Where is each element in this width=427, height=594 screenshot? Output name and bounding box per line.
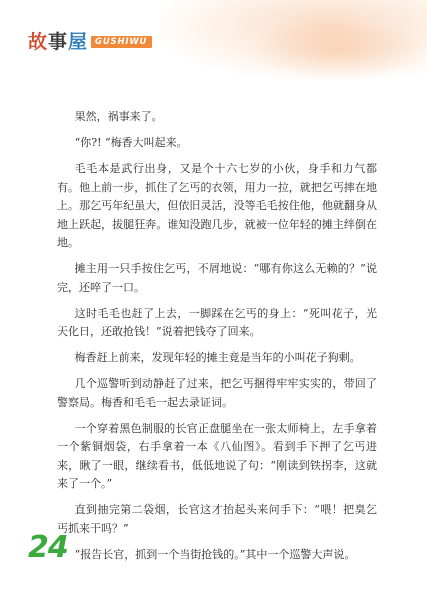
paragraph: 直到抽完第二袋烟，长官这才抬起头来问手下：“喂！把臭乞丐抓来干吗？” [57, 503, 377, 535]
logo-char-1: 故 [28, 30, 49, 53]
logo-badge: GUSHIWU [91, 36, 152, 49]
paragraph: 梅香赶上前来，发现年轻的摊主竟是当年的小叫花子狗剩。 [74, 351, 361, 364]
paragraph: 一个穿着黑色制服的长官正盘腿坐在一张太师椅上，左手拿着一个紫铜烟袋，右手拿着一本《八仙图》。看到手下押了乞丐进来，瞅了一眼，继续看书，低低地说了句：“刚读到铁拐李，这就来了一个。” [57, 421, 377, 490]
paragraph: 几个巡警听到动静赶了过来，把乞丐捆得牢牢实实的，带回了警察局。梅香和毛毛一起去录证词。 [57, 377, 377, 409]
logo-char-3: 屋 [68, 30, 89, 53]
story-text [57, 108, 377, 572]
logo [28, 30, 152, 54]
logo-title [28, 30, 89, 53]
header-band [0, 0, 427, 82]
page-number: 24 [28, 530, 68, 565]
paragraph: 毛毛本是武行出身，又是个十六七岁的小伙，身手和力气都有。他上前一步，抓住了乞丐的衣领，用力一拉，就把乞丐摔在地上。那乞丐年纪虽大，但依旧灵活，没等毛毛按住他，他就翻身从地上跃起，拔腿狂奔。谁知没跑几步，就被一位年轻的摊主绊倒在地。 [57, 162, 377, 249]
paragraph: “你?! ”梅香大叫起来。 [74, 136, 188, 149]
paragraph: 摊主用一只手按住乞丐，不屑地说：“哪有你这么无赖的？”说完，还啐了一口。 [57, 262, 377, 294]
header-decoration-accent [250, 20, 427, 80]
paragraph: “报告长官，抓到一个当街抢钱的。”其中一个巡警大声说。 [74, 547, 356, 561]
logo-char-2: 事 [48, 30, 69, 53]
paragraph: 果然，祸事来了。 [74, 110, 163, 123]
paragraph: 这时毛毛也赶了上去，一脚踩在乞丐的身上：“死叫花子，光天化日，还敢抢钱！”说着把钱夺了回来。 [57, 306, 377, 338]
